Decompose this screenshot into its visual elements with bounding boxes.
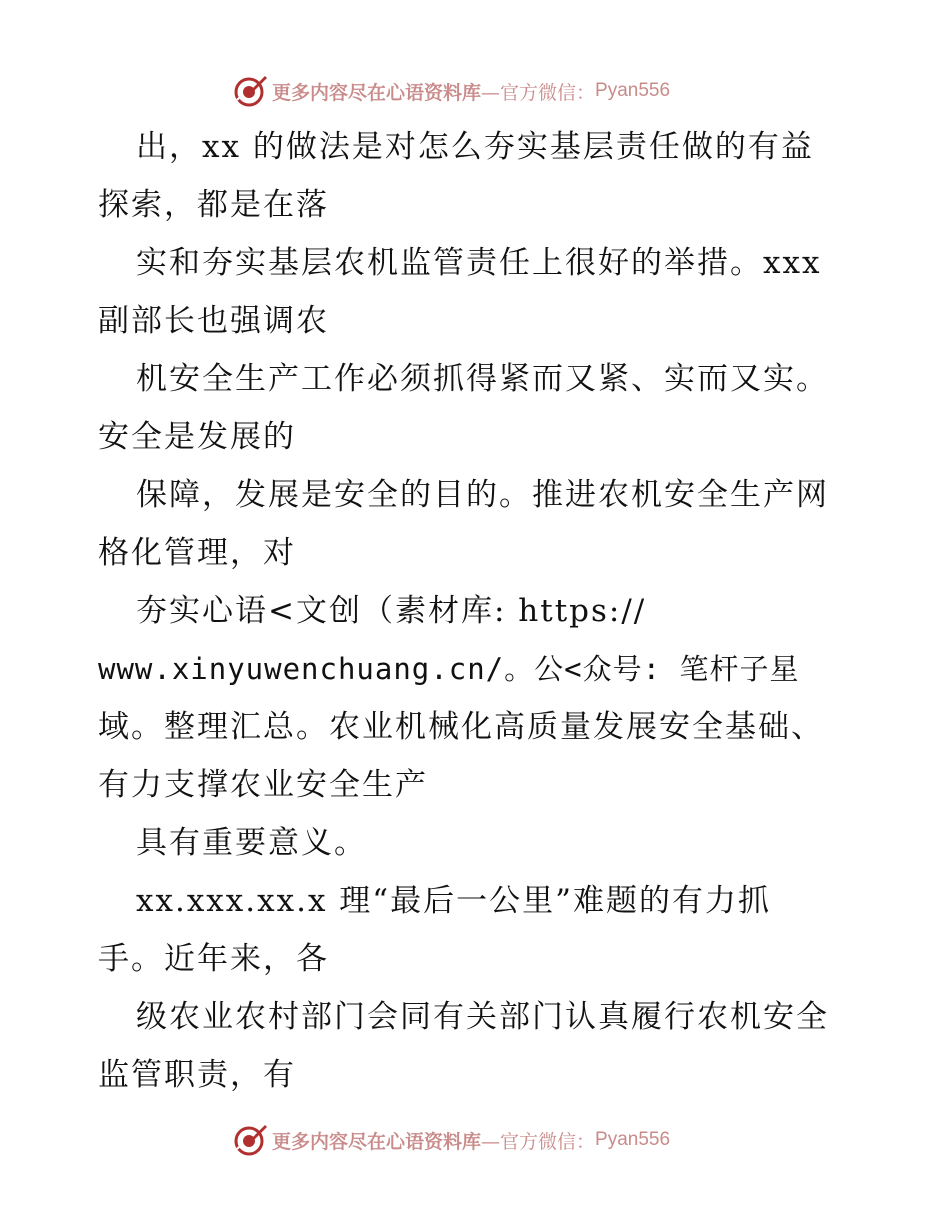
pen-logo-icon xyxy=(232,1122,268,1158)
text-line: 夯实心语<文创（素材库: https:// xyxy=(136,593,647,629)
text-line: 出，xx 的做法是对怎么夯实基层责任做的有益 xyxy=(136,129,814,165)
text-line: 级农业农村部门会同有关部门认真履行农机安全 xyxy=(136,999,829,1035)
body-text xyxy=(98,118,898,1104)
text-line: 机安全生产工作必须抓得紧而又紧、实而又实。 xyxy=(136,361,829,397)
text-line: 保障，发展是安全的目的。推进农机安全生产网 xyxy=(136,477,829,513)
text-line: xx.xxx.xx.x 理“最后一公里”难题的有力抓 xyxy=(136,883,771,919)
text-line: 域。整理汇总。农业机械化高质量发展安全基础、 xyxy=(98,709,824,745)
header-banner xyxy=(232,71,670,111)
text-line-url: www.xinyuwenchuang.cn/。公<众号: 笔杆子星 xyxy=(98,652,800,686)
footer-banner xyxy=(232,1120,670,1160)
banner-main-text: 更多内容尽在心语资料库 xyxy=(272,1130,482,1153)
text-line: 监管职责，有 xyxy=(98,1057,296,1093)
text-line: 格化管理，对 xyxy=(98,535,296,571)
banner-wechat-id: Pyan556 xyxy=(595,1129,671,1150)
banner-wechat-id: Pyan556 xyxy=(595,80,671,101)
banner-main-text: 更多内容尽在心语资料库 xyxy=(272,81,482,104)
banner-separator-text: —官方微信： xyxy=(481,81,596,104)
text-line: 有力支撑农业安全生产 xyxy=(98,767,428,803)
pen-logo-icon xyxy=(232,73,268,109)
text-line: 探索，都是在落 xyxy=(98,187,329,223)
text-line: 手。近年来，各 xyxy=(98,941,329,977)
text-line: 安全是发展的 xyxy=(98,419,296,455)
banner-separator-text: —官方微信： xyxy=(481,1130,596,1153)
text-line: 实和夯实基层农机监管责任上很好的举措。xxx xyxy=(136,245,822,281)
text-line: 副部长也强调农 xyxy=(98,303,329,339)
text-line: 具有重要意义。 xyxy=(136,825,367,861)
